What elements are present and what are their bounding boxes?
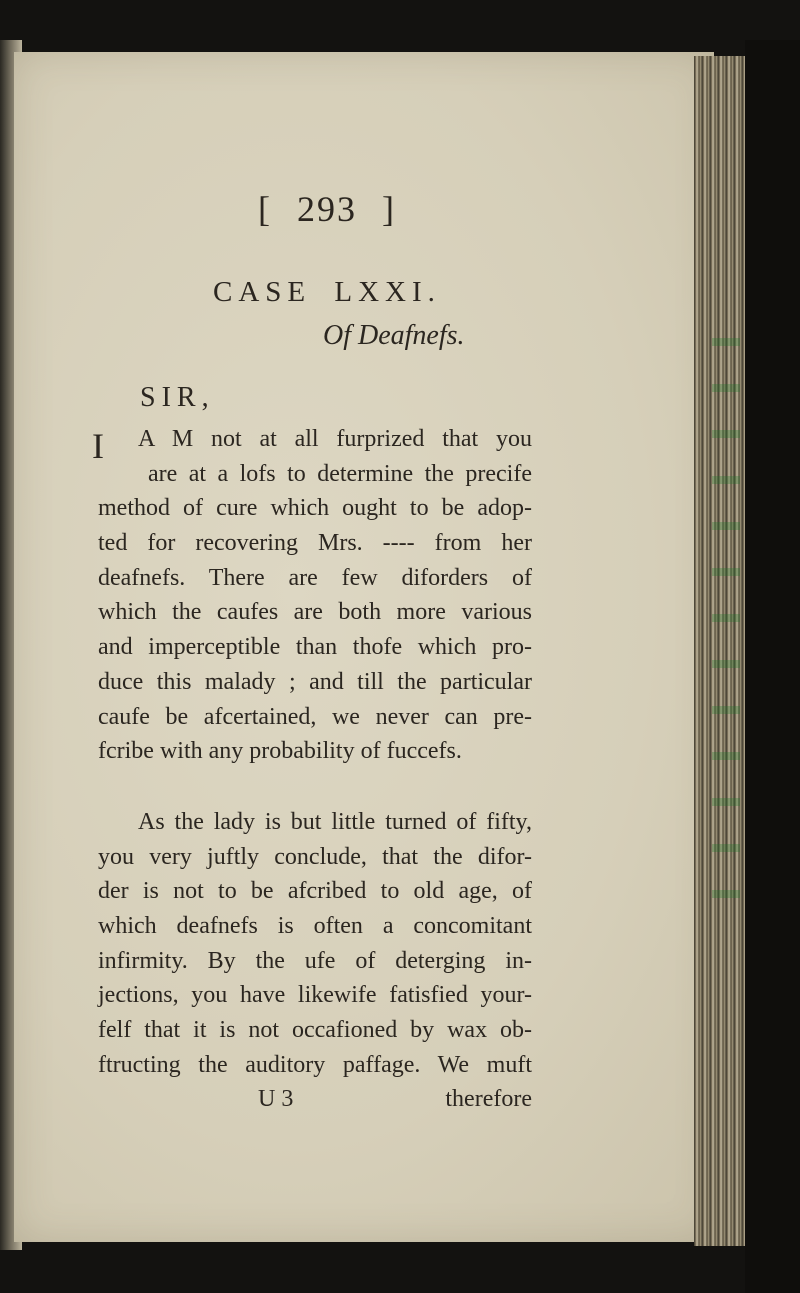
text-line: ftructing the auditory paffage. We muft: [98, 1051, 532, 1078]
footer-line: [98, 1082, 532, 1117]
salutation: SIR,: [140, 382, 215, 413]
text-line: der is not to be afcribed to old age, of: [98, 878, 532, 905]
text-line: felf that it is not occafioned by wax ob-: [98, 1017, 532, 1043]
text-line: are at a lofs to determine the precife: [148, 460, 532, 487]
letter-body: [92, 422, 532, 1117]
case-subtitle: Of Deafnefs.: [323, 320, 465, 351]
text-line: ted for recovering Mrs. ---- from her: [98, 530, 532, 557]
paragraph-gap: [98, 769, 532, 805]
text-line: method of cure which ought to be adop-: [98, 495, 532, 522]
text-line: As the lady is but little turned of fifty,: [138, 808, 532, 835]
text-line: caufe be afcertained, we never can pre-: [98, 703, 532, 730]
page-stack-texture: [712, 300, 740, 900]
text-line: fcribe with any probability of fuccefs.: [98, 738, 462, 765]
drop-cap: I: [92, 426, 104, 466]
signature-mark: U 3: [258, 1086, 294, 1113]
book-spine: [745, 40, 800, 1293]
text-line: which deafnefs is often a concomitant: [98, 912, 532, 939]
text-line: jections, you have likewife fatisfied your-: [98, 982, 532, 1009]
page-number-header: [ 293 ]: [258, 189, 396, 229]
text-line: [92, 422, 532, 466]
text-line: and imperceptible than thofe which pro-: [98, 634, 532, 661]
line-text: A M not at all furprized that you: [138, 426, 532, 452]
text-line: deafnefs. There are few diforders of: [98, 564, 532, 591]
case-title: CASE LXXI.: [213, 276, 441, 308]
text-line: you very juftly conclude, that the difor-: [98, 843, 532, 870]
text-line: infirmity. By the ufe of deterging in-: [98, 947, 532, 974]
catchword: therefore: [445, 1086, 532, 1113]
text-line: duce this malady ; and till the particular: [98, 668, 532, 695]
text-line: which the caufes are both more various: [98, 599, 532, 626]
